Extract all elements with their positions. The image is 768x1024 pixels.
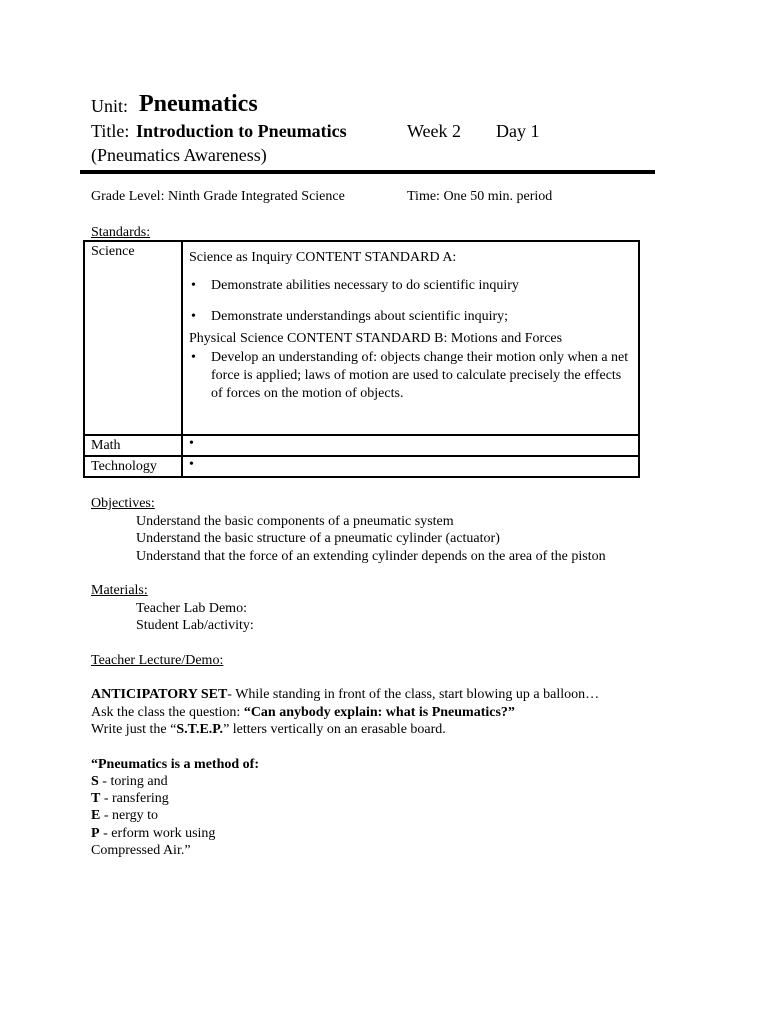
grade-level: Grade Level: Ninth Grade Integrated Science (91, 189, 345, 204)
ask-question-line (91, 705, 515, 721)
physical-standard-b: Physical Science CONTENT STANDARD B: Motions and Forces (189, 331, 563, 346)
header-divider (80, 170, 655, 174)
step-acronym: S.T.E.P. (176, 722, 224, 737)
step-closing: Compressed Air.” (91, 843, 191, 858)
write-pre: Write just the “ (91, 722, 177, 737)
step-letter: T (91, 791, 101, 806)
ask-text: Ask the class the question: (91, 705, 244, 720)
step-text: - nergy to (100, 808, 159, 823)
step-item (91, 791, 169, 807)
anticipatory-set (91, 687, 599, 703)
step-heading: “Pneumatics is a method of: (91, 757, 259, 772)
science-label: Science (84, 241, 182, 435)
day-label: Day 1 (496, 121, 540, 141)
technology-row (84, 456, 639, 477)
lesson-subtitle: (Pneumatics Awareness) (91, 145, 267, 165)
write-post: ” letters vertically on an erasable board. (223, 722, 446, 737)
lecture-heading: Teacher Lecture/Demo: (91, 653, 224, 668)
material-item: Student Lab/activity: (136, 618, 254, 633)
step-item (91, 808, 158, 824)
step-letter: S (91, 774, 99, 789)
lesson-title: Introduction to Pneumatics (136, 121, 347, 141)
ask-question: “Can anybody explain: what is Pneumatics?” (243, 705, 515, 720)
unit-name: Pneumatics (139, 91, 258, 117)
objectives-heading: Objectives: (91, 496, 155, 511)
math-bullet: • (182, 435, 639, 456)
materials-heading: Materials: (91, 583, 148, 598)
physical-bullet-item: • Develop an understanding of: objects change their motion only when a net force is applied; laws of motion are used to calculate precisely the effects of forces on the motion of objects. (189, 349, 632, 403)
anticipatory-label: ANTICIPATORY SET (91, 687, 228, 702)
objective-item: Understand that the force of an extending cylinder depends on the area of the piston (136, 549, 606, 564)
science-bullet-item: • Demonstrate understandings about scientific inquiry; (189, 309, 632, 325)
week-label: Week 2 (407, 121, 462, 141)
step-text: - ransfering (100, 791, 169, 806)
step-text: - toring and (98, 774, 168, 789)
objective-item: Understand the basic components of a pneumatic system (136, 514, 454, 529)
step-text: - erform work using (99, 826, 216, 841)
science-standard-a: Science as Inquiry CONTENT STANDARD A: (189, 250, 457, 265)
science-bullet-item: • Demonstrate abilities necessary to do scientific inquiry (189, 278, 632, 294)
unit-label: Unit: (91, 96, 129, 116)
step-item (91, 826, 215, 842)
math-row (84, 435, 639, 456)
write-step-line (91, 722, 446, 738)
time-period: Time: One 50 min. period (407, 189, 553, 204)
title-label: Title: (91, 121, 130, 141)
technology-label: Technology (84, 456, 182, 477)
anticipatory-text: - While standing in front of the class, start blowing up a balloon… (227, 687, 600, 702)
objective-item: Understand the basic structure of a pneumatic cylinder (actuator) (136, 531, 500, 546)
step-item (91, 774, 168, 790)
standards-table (83, 240, 640, 478)
science-standards-cell (182, 241, 639, 435)
math-label: Math (84, 435, 182, 456)
science-row (84, 241, 639, 435)
step-letter: P (91, 826, 100, 841)
technology-bullet: • (182, 456, 639, 477)
step-letter: E (91, 808, 101, 823)
material-item: Teacher Lab Demo: (136, 601, 247, 616)
standards-heading: Standards: (91, 225, 151, 240)
